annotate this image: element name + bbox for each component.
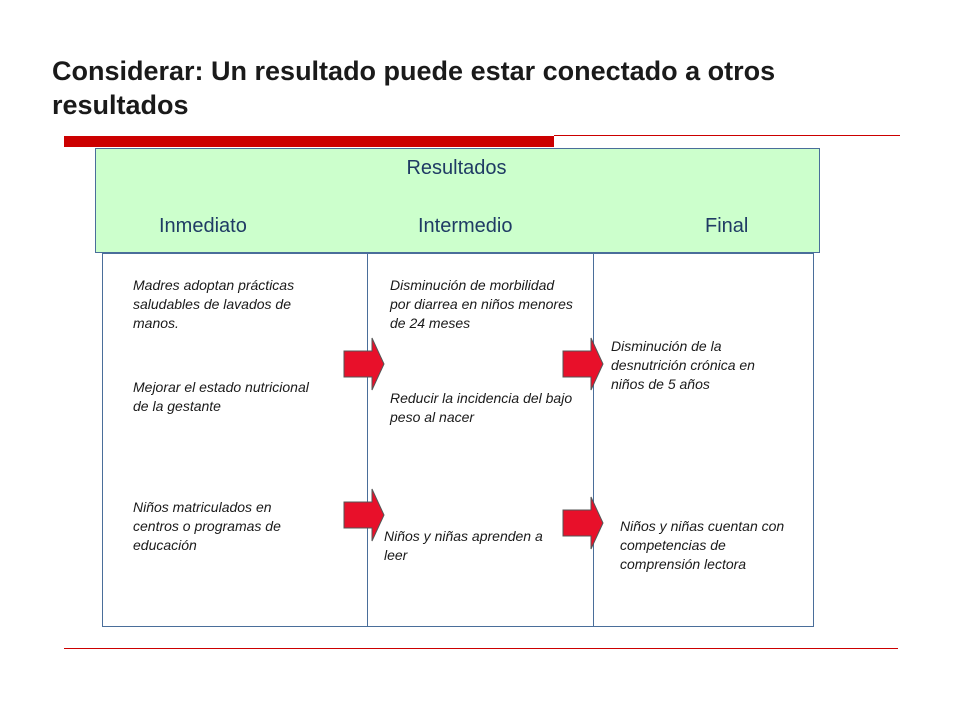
outcome-immediate-3: Niños matriculados en centros o programas de educación [133,499,281,553]
outcome-intermediate-1: Disminución de morbilidad por diarrea en niños menores de 24 meses [390,277,573,331]
column-label-final: Final [705,215,749,237]
column-label-immediate: Inmediato [159,215,247,237]
outcome-immediate-2: Mejorar el estado nutricional de la gestante [133,379,309,414]
column-divider [367,253,368,627]
column-divider [593,253,594,627]
outcome-intermediate-3: Niños y niñas aprenden a leer [384,528,543,563]
title-underline-thin [554,135,900,136]
results-header-title: Resultados [406,157,507,179]
slide-title: Considerar: Un resultado puede estar conectado a otros resultados [52,56,776,120]
outcome-intermediate-2: Reducir la incidencia del bajo peso al nacer [390,390,573,425]
column-label-intermediate: Intermedio [418,215,513,237]
arrow-right-icon [562,496,604,550]
arrow-right-icon [562,337,604,391]
outcome-final-1: Disminución de la desnutrición crónica en niños de 5 años [611,338,755,392]
arrow-right-icon [343,488,385,542]
footer-rule [64,648,898,649]
arrow-right-icon [343,337,385,391]
title-underline-thick [64,136,554,147]
outcome-immediate-1: Madres adoptan prácticas saludables de lavados de manos. [133,277,295,331]
outcome-final-2: Niños y niñas cuentan con competencias de comprensión lectora [620,518,785,572]
